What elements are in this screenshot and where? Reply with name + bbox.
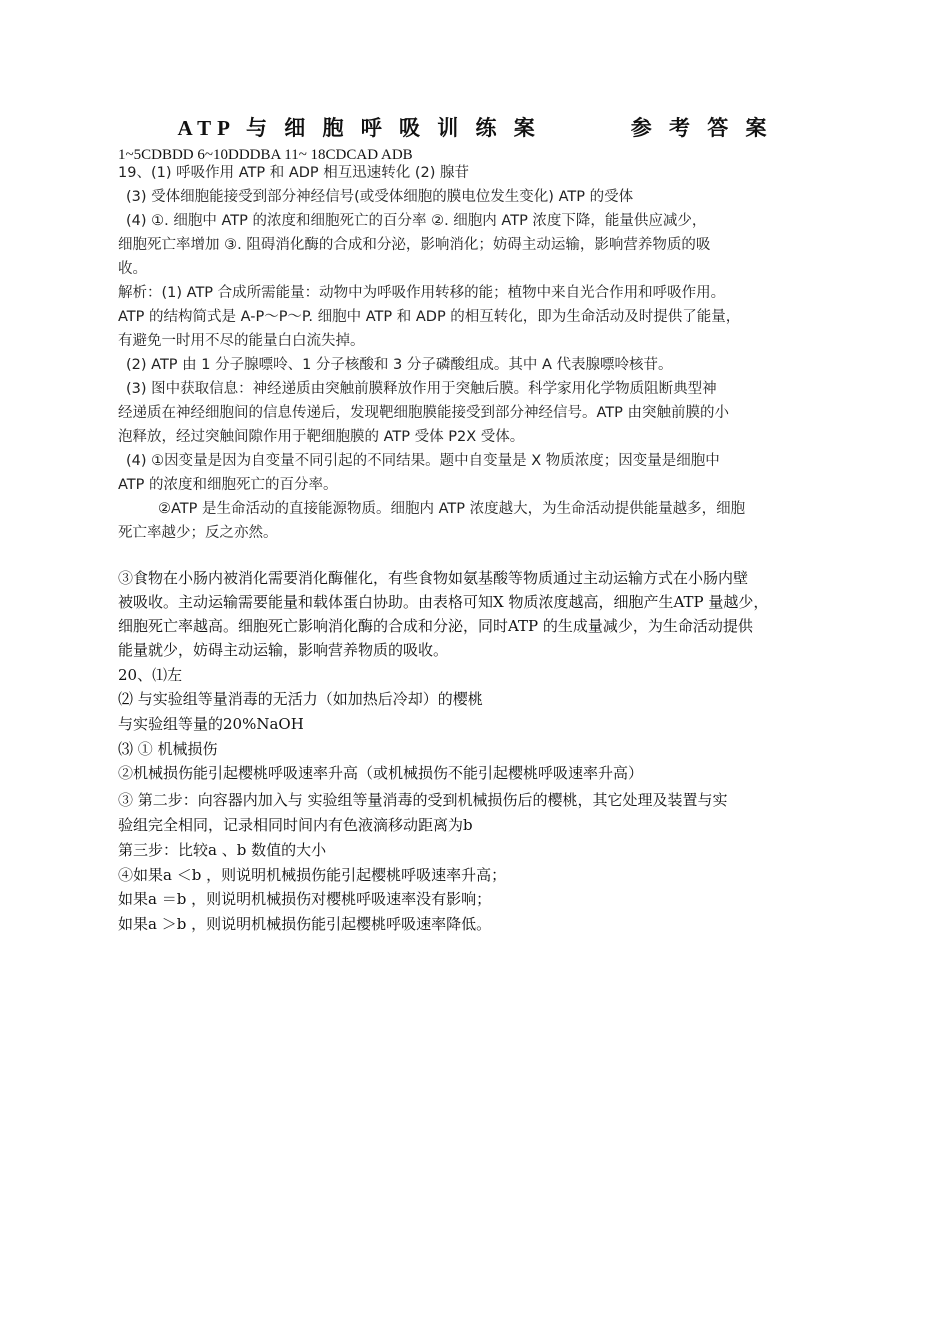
scan-line: ATP 的浓度和细胞死亡的百分率。	[118, 477, 338, 493]
scan-line: 解析：(1) ATP 合成所需能量：动物中为呼吸作用转移的能；植物中来自光合作用和呼吸作用。	[118, 285, 726, 301]
body-line: 第三步：比较a 、b 数值的大小	[118, 841, 327, 859]
body-line: ④如果a ＜b ，则说明机械损伤能引起樱桃呼吸速率升高；	[118, 866, 507, 884]
body-line: ⑶ ① 机械损伤	[118, 740, 218, 758]
page-title: ATP 与 细 胞 呼 吸 训 练 案 参 考 答 案	[177, 116, 773, 140]
body-line: 20、⑴左	[118, 666, 183, 684]
scan-line: ②ATP 是生命活动的直接能源物质。细胞内 ATP 浓度越大，为生命活动提供能量越多，细胞	[158, 501, 746, 517]
body-line: 能量就少，妨碍主动运输，影响营养物质的吸收。	[118, 641, 449, 659]
body-line: 如果a ＝b ，则说明机械损伤对樱桃呼吸速率没有影响；	[118, 890, 492, 908]
scan-line: (3) 图中获取信息：神经递质由突触前膜释放作用于突触后膜。科学家用化学物质阻断典型神	[126, 381, 717, 397]
scan-line: 死亡率越少；反之亦然。	[118, 525, 278, 541]
body-line: 如果a ＞b ，则说明机械损伤能引起樱桃呼吸速率降低。	[118, 915, 492, 933]
scan-line: 泡释放，经过突触间隙作用于靶细胞膜的 ATP 受体 P2X 受体。	[118, 429, 525, 445]
scan-line: (3) 受体细胞能接受到部分神经信号(或受体细胞的膜电位发生变化) ATP 的受体	[126, 189, 634, 205]
scan-line: 19、(1) 呼吸作用 ATP 和 ADP 相互迅速转化 (2) 腺苷	[118, 165, 470, 181]
body-line: ⑵ 与实验组等量消毒的无活力（如加热后冷却）的樱桃	[118, 690, 483, 708]
scan-line: (2) ATP 由 1 分子腺嘌呤、1 分子核酸和 3 分子磷酸组成。其中 A 代表腺嘌呤核苷。	[126, 357, 673, 373]
body-line: ③ 第二步：向容器内加入与 实验组等量消毒的受到机械损伤后的樱桃，其它处理及装置与实	[118, 791, 728, 809]
answer-key-line: 1~5CDBDD 6~10DDDBA 11~ 18CDCAD ADB	[118, 147, 413, 163]
scan-line: 收。	[118, 261, 147, 277]
body-line: 被吸收。主动运输需要能量和载体蛋白协助。由表格可知X 物质浓度越高，细胞产生ATP 量越少，	[118, 593, 769, 611]
body-line: ②机械损伤能引起樱桃呼吸速率升高（或机械损伤不能引起樱桃呼吸速率升高）	[118, 764, 644, 782]
scan-line: 经递质在神经细胞间的信息传递后，发现靶细胞膜能接受到部分神经信号。ATP 由突触前膜的小	[118, 405, 729, 421]
body-line: ③食物在小肠内被消化需要消化酶催化，有些食物如氨基酸等物质通过主动运输方式在小肠内壁	[118, 569, 749, 587]
scan-line: 细胞死亡率增加 ③. 阻碍消化酶的合成和分泌，影响消化；妨碍主动运输，影响营养物质的吸	[118, 237, 711, 253]
body-line: 细胞死亡率越高。细胞死亡影响消化酶的合成和分泌，同时ATP 的生成量减少，为生命活动提供	[118, 617, 753, 635]
scan-line: ATP 的结构简式是 A-P～P～P. 细胞中 ATP 和 ADP 的相互转化，即为生命活动及时提供了能量，	[118, 309, 741, 325]
scan-line: (4) ①因变量是因为自变量不同引起的不同结果。题中自变量是 X 物质浓度；因变量是细胞中	[126, 453, 720, 469]
scan-line: (4) ①. 细胞中 ATP 的浓度和细胞死亡的百分率 ②. 细胞内 ATP 浓度下降，能量供应减少，	[126, 213, 707, 229]
body-line: 与实验组等量的20%NaOH	[118, 715, 304, 733]
body-line: 验组完全相同，记录相同时间内有色液滴移动距离为b	[118, 816, 473, 834]
scan-line: 有避免一时用不尽的能量白白流失掉。	[118, 333, 365, 349]
